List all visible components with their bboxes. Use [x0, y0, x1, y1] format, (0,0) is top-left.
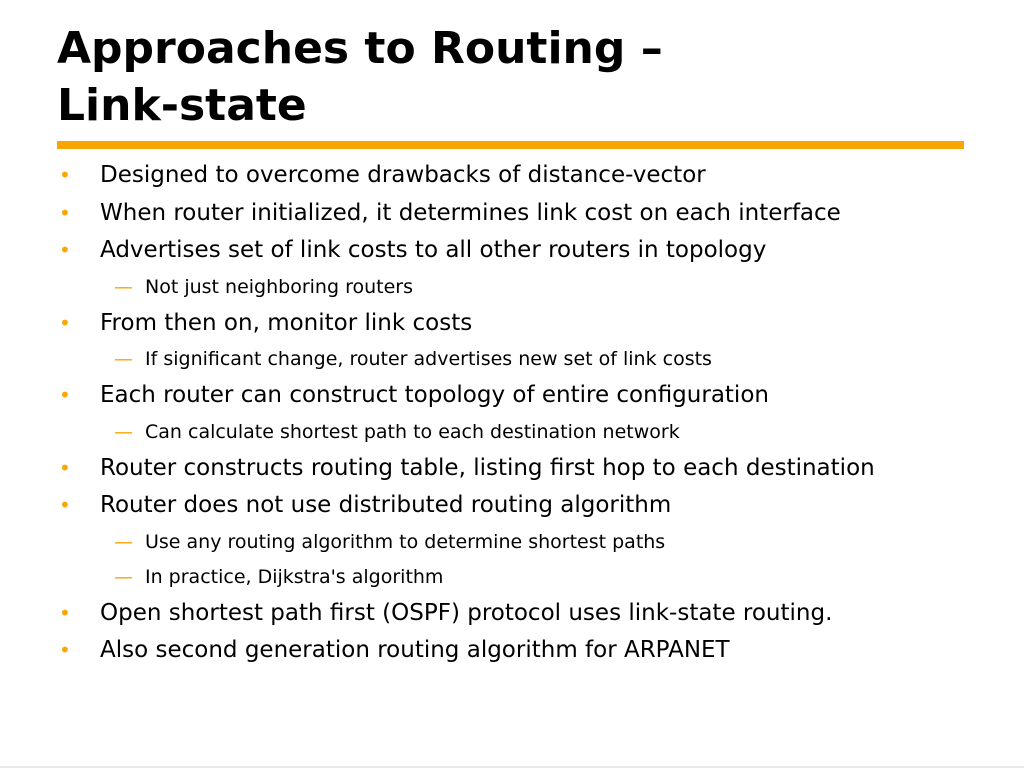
bullet-item: [57, 595, 987, 633]
dash-marker: —: [114, 565, 133, 588]
bullet-text: Advertises set of link costs to all other routers in topology: [100, 237, 767, 263]
sub-bullet-item: [57, 342, 987, 377]
bullet-text: Use any routing algorithm to determine shortest paths: [145, 530, 666, 553]
slide-title-line-2: Link-state: [57, 80, 307, 131]
bullet-text: Router does not use distributed routing algorithm: [100, 492, 672, 518]
bullet-item: [57, 377, 987, 415]
bullet-text: From then on, monitor link costs: [100, 309, 473, 336]
bullet-marker: •: [59, 600, 71, 625]
bullet-text: Each router can construct topology of entire configuration: [100, 382, 769, 408]
dash-marker: —: [114, 420, 133, 443]
title-divider: [57, 141, 964, 149]
bullet-marker: •: [59, 383, 71, 407]
bullet-marker: •: [59, 163, 71, 187]
bullet-item: [57, 195, 987, 233]
bullet-item: [57, 305, 987, 343]
bullet-text: Open shortest path first (OSPF) protocol uses link-state routing.: [100, 599, 833, 626]
sub-bullet-item: [57, 270, 987, 305]
bullet-item: [57, 632, 987, 670]
bullet-item: [57, 487, 987, 525]
sub-bullet-item: [57, 415, 987, 450]
bullet-marker: •: [59, 493, 71, 517]
bullet-text: Router constructs routing table, listing first hop to each destination: [100, 454, 875, 481]
sub-bullet-item: [57, 560, 987, 595]
bullet-list: [57, 157, 987, 670]
bullet-item: [57, 450, 987, 488]
bullet-marker: •: [59, 200, 71, 225]
bullet-marker: •: [59, 238, 71, 262]
slide-title: [57, 20, 663, 134]
bullet-text: Designed to overcome drawbacks of distance-vector: [100, 162, 706, 188]
bullet-text: Also second generation routing algorithm for ARPANET: [100, 637, 730, 663]
bullet-marker: •: [59, 638, 71, 662]
bullet-text: If significant change, router advertises new set of link costs: [145, 348, 712, 370]
bullet-marker: •: [59, 310, 71, 335]
bullet-text: When router initialized, it determines link cost on each interface: [100, 199, 841, 226]
bullet-text: In practice, Dijkstra's algorithm: [145, 565, 444, 588]
bullet-text: Can calculate shortest path to each destination network: [145, 420, 680, 443]
sub-bullet-item: [57, 525, 987, 560]
bullet-item: [57, 157, 987, 195]
dash-marker: —: [114, 348, 133, 370]
slide-title-line-1: Approaches to Routing –: [57, 23, 663, 74]
bullet-text: Not just neighboring routers: [145, 275, 413, 298]
bullet-item: [57, 232, 987, 270]
bullet-marker: •: [59, 455, 71, 480]
dash-marker: —: [114, 275, 133, 298]
dash-marker: —: [114, 530, 133, 553]
